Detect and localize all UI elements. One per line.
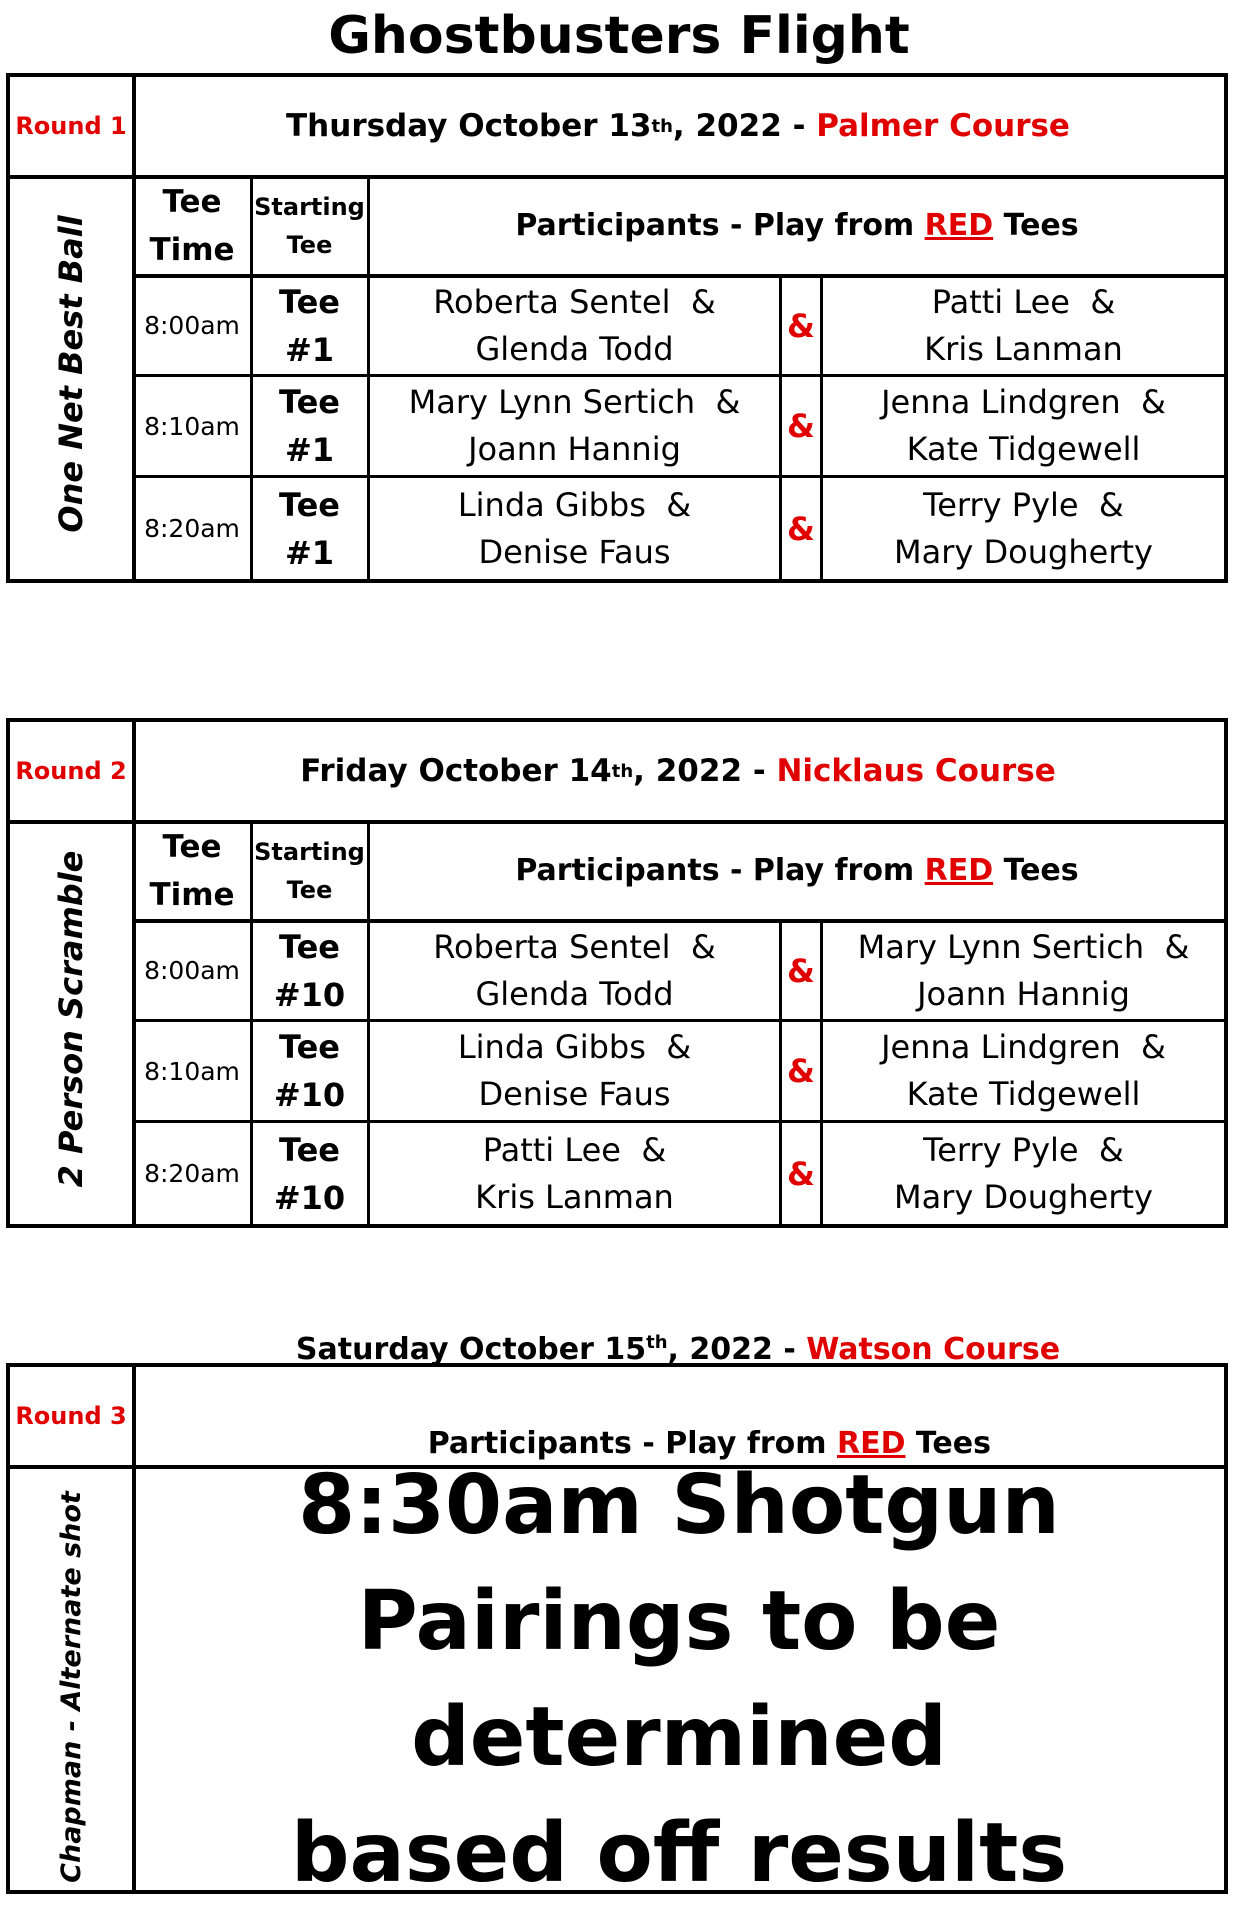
round-label: Round 1 xyxy=(15,112,127,140)
participants-header: Participants - Play from RED Tees xyxy=(515,853,1079,888)
shotgun-line-2: Pairings to be determined xyxy=(357,1573,1001,1785)
starting-tee: Tee #1 xyxy=(279,282,340,369)
round-3-table xyxy=(6,1331,1228,1901)
round-label: Round 3 xyxy=(15,1402,127,1430)
ordinal-suffix: th xyxy=(646,1331,668,1353)
starting-tee-header: Starting Tee xyxy=(254,192,365,259)
ampersand: & xyxy=(787,1052,815,1090)
tee-time: 8:20am xyxy=(144,514,240,543)
round-year: , 2022 - xyxy=(672,108,817,144)
round-day: Thursday October 13 xyxy=(286,108,652,144)
participants-header: Participants - Play from RED Tees xyxy=(515,208,1079,243)
pair-2: Mary Lynn Sertich & Joann Hannig xyxy=(857,927,1190,1013)
pair-1: Patti Lee & Kris Lanman xyxy=(475,1130,674,1216)
round-1-table xyxy=(6,73,1228,583)
round-2-table xyxy=(6,718,1228,1228)
round-year: , 2022 - xyxy=(633,753,777,789)
pair-1: Roberta Sentel & Glenda Todd xyxy=(433,282,716,368)
pair-2: Terry Pyle & Mary Dougherty xyxy=(894,485,1153,571)
starting-tee: Tee #10 xyxy=(273,927,346,1014)
pair-2: Jenna Lindgren & Kate Tidgewell xyxy=(881,383,1166,468)
round-format: Chapman - Alternate shot xyxy=(55,1491,87,1883)
round-format: One Net Best Ball xyxy=(52,215,90,533)
pair-2: Patti Lee & Kris Lanman xyxy=(924,282,1123,368)
tee-time: 8:10am xyxy=(144,1056,240,1086)
round-date xyxy=(132,722,1224,820)
course-name: Watson Course xyxy=(806,1331,1061,1367)
pair-1: Linda Gibbs & Denise Faus xyxy=(457,1028,692,1113)
shotgun-line-1: 8:30am Shotgun xyxy=(298,1457,1060,1553)
tee-time-header: Tee Time xyxy=(149,183,235,268)
round-year: , 2022 - xyxy=(667,1331,807,1367)
round-date xyxy=(132,77,1224,175)
ordinal-suffix: th xyxy=(611,760,634,782)
ampersand: & xyxy=(787,306,815,345)
course-name: Nicklaus Course xyxy=(776,753,1056,789)
round-day: Friday October 14 xyxy=(300,753,612,789)
ampersand: & xyxy=(787,509,815,548)
round-format: 2 Person Scramble xyxy=(52,850,90,1188)
round-day: Saturday October 15 xyxy=(295,1331,647,1367)
starting-tee: Tee #1 xyxy=(279,485,340,572)
ampersand: & xyxy=(787,1154,815,1193)
page-title: Ghostbusters Flight xyxy=(328,6,910,66)
shotgun-line-3: based off results xyxy=(290,1805,1068,1901)
shotgun-notice xyxy=(134,1457,1224,1901)
pair-2: Jenna Lindgren & Kate Tidgewell xyxy=(881,1028,1166,1113)
round-label: Round 2 xyxy=(15,757,127,785)
pair-1: Mary Lynn Sertich & Joann Hannig xyxy=(408,383,741,468)
round-date xyxy=(296,1319,1060,1373)
tee-time: 8:10am xyxy=(144,411,240,441)
pair-2: Terry Pyle & Mary Dougherty xyxy=(894,1130,1153,1216)
tee-time: 8:20am xyxy=(144,1159,240,1188)
ampersand: & xyxy=(787,951,815,990)
ampersand: & xyxy=(787,407,815,445)
course-name: Palmer Course xyxy=(816,108,1070,144)
tee-time: 8:00am xyxy=(144,311,240,340)
participants-header: Participants - Play from RED Tees xyxy=(427,1425,991,1461)
starting-tee: Tee #10 xyxy=(273,1028,346,1114)
pair-1: Linda Gibbs & Denise Faus xyxy=(457,485,692,571)
tee-time: 8:00am xyxy=(144,956,240,985)
ordinal-suffix: th xyxy=(651,115,673,137)
starting-tee-header: Starting Tee xyxy=(254,837,365,904)
tee-time-header: Tee Time xyxy=(149,828,235,913)
starting-tee: Tee #1 xyxy=(279,383,340,469)
pair-1: Roberta Sentel & Glenda Todd xyxy=(433,927,716,1013)
starting-tee: Tee #10 xyxy=(273,1130,346,1217)
